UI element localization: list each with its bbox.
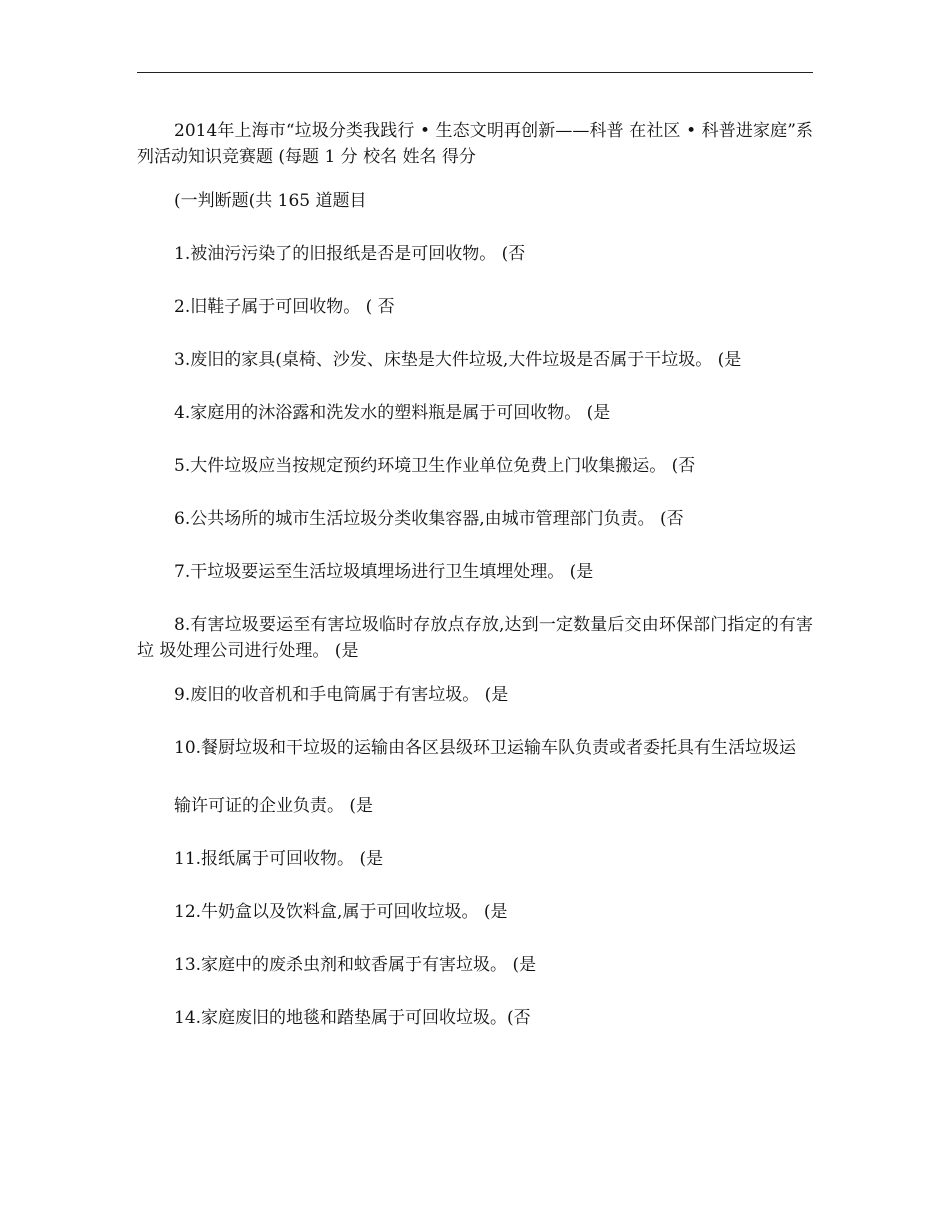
question-1: 1.被油污污染了的旧报纸是否是可回收物。 (否 [174, 244, 526, 264]
section-heading: (一判断题(共 165 道题目 [174, 191, 367, 211]
question-3: 3.废旧的家具(桌椅、沙发、床垫是大件垃圾,大件垃圾是否属于干垃圾。 (是 [174, 350, 742, 370]
question-8: 8.有害垃圾要运至有害垃圾临时存放点存放,达到一定数量后交由环保部门指定的有害垃 圾处理公司进行处理。 (是 [137, 615, 813, 661]
question-7: 7.干垃圾要运至生活垃圾填埋场进行卫生填埋处理。 (是 [174, 562, 594, 582]
header-rule [137, 72, 813, 73]
question-5: 5.大件垃圾应当按规定预约环境卫生作业单位免费上门收集搬运。 (否 [174, 456, 696, 476]
question-13: 13.家庭中的废杀虫剂和蚊香属于有害垃圾。 (是 [174, 955, 537, 975]
question-14: 14.家庭废旧的地毯和踏垫属于可回收垃圾。(否 [174, 1008, 531, 1028]
question-2: 2.旧鞋子属于可回收物。 ( 否 [174, 297, 395, 317]
question-6: 6.公共场所的城市生活垃圾分类收集容器,由城市管理部门负责。 (否 [174, 509, 684, 529]
question-11: 11.报纸属于可回收物。 (是 [174, 849, 384, 869]
document-body [137, 118, 813, 1031]
question-10: 10.餐厨垃圾和干垃圾的运输由各区县级环卫运输车队负责或者委托具有生活垃圾运 [174, 738, 797, 758]
question-4: 4.家庭用的沐浴露和洗发水的塑料瓶是属于可回收物。 (是 [174, 403, 611, 423]
document-title: 2014年上海市“垃圾分类我践行 • 生态文明再创新——科普 在社区 • 科普进家庭”系列活动知识竞赛题 (每题 1 分 校名 姓名 得分 [137, 121, 813, 167]
question-10-continued: 输许可证的企业负责。 (是 [174, 796, 374, 816]
question-9: 9.废旧的收音机和手电筒属于有害垃圾。 (是 [174, 685, 509, 705]
question-12: 12.牛奶盒以及饮料盒,属于可回收垃圾。 (是 [174, 902, 508, 922]
